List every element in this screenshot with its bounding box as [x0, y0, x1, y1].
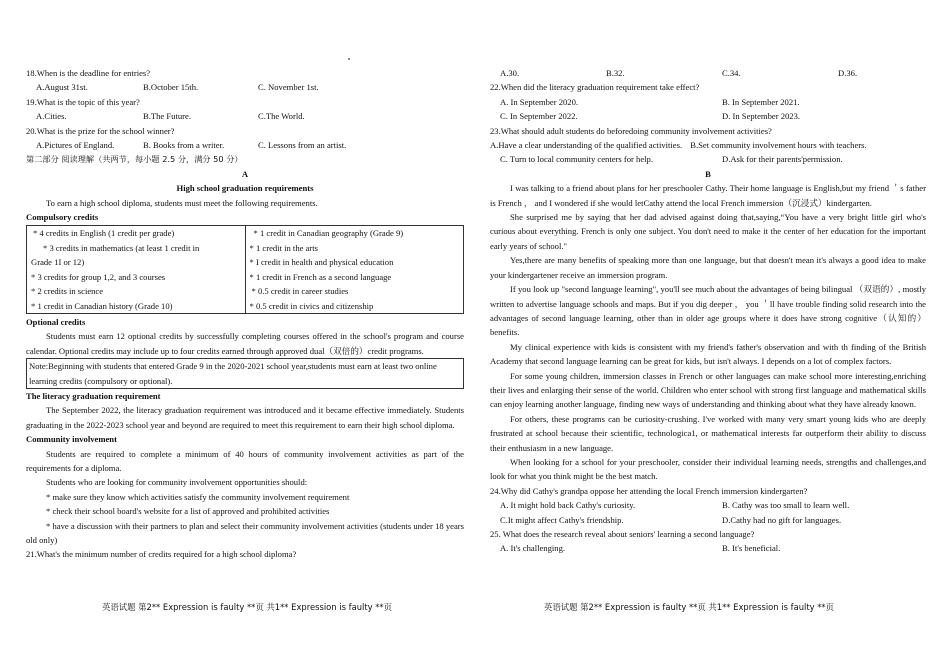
passage-letter-b: B: [705, 168, 711, 179]
option-a: A. In September 2020.: [500, 96, 579, 107]
credit-item: * 0.5 credit in civics and citizenship: [249, 300, 374, 311]
left-column: [26, 66, 464, 562]
question-20: 20.What is the prize for the school winner?: [26, 125, 175, 136]
question-20-options: [26, 138, 464, 152]
option-b: B. Books from a writer.: [143, 140, 225, 151]
community-heading: Community involvement: [26, 434, 117, 445]
option-c: C.The World.: [258, 111, 305, 122]
question-22-options-2: [490, 109, 926, 123]
option-d: D. In September 2023.: [722, 111, 801, 122]
paragraph: I was talking to a friend about plans for her preschooler Cathy. Their home language is English,but my friend ＇s father is French ， and I wondered if she would letCathy attend the local French immersion（沉浸式）kindergarten.: [490, 183, 926, 208]
literacy-heading: The literacy graduation requirement: [26, 390, 161, 401]
option-d: D.36.: [838, 68, 858, 78]
option-a: A. It's challenging.: [500, 543, 566, 554]
passage-letter-a: A: [241, 168, 249, 179]
question-19: 19.What is the topic of this year?: [26, 96, 140, 107]
community-should: Students who are looking for community involvement opportunities should:: [46, 477, 308, 488]
paragraph: For others, these programs can be curiosity-crushing. I've worked with many very smart young kids who are deeply frustrated at school because their scientific, technologica1, or mathematical interests far outperform their ability to discuss their enthusiasm in a new language.: [490, 413, 926, 453]
option-c: C. Turn to local community centers for help.: [500, 154, 653, 165]
literacy-text: The September 2022, the literacy graduation requirement was introduced and it became effective immediately. Students graduating in the 2022-2023 school year and beyond are required to meet this requirement to earn their high school diploma.: [26, 405, 464, 430]
question-23-options-2: [490, 152, 926, 166]
option-c: C.It might affect Cathy's friendship.: [500, 514, 624, 525]
question-23-options: [490, 138, 926, 152]
bullet-item: * have a discussion with their partners to plan and select their community involvement activities (students under 18 years old only): [26, 520, 464, 545]
question-24-options: [490, 498, 926, 512]
optional-text: Students must earn 12 optional credits by successfully completing courses offered in the school's program and course calendar. Optional credits may include up to four credits earned through approved dual（双倍的）credit programs.: [26, 331, 464, 356]
question-21-options: [490, 66, 926, 80]
credits-table: [26, 225, 464, 313]
option-b: B. It's beneficial.: [722, 543, 781, 554]
paragraph: She surprised me by saying that her dad advised against doing that,saying,“You have a very bright little girl who's curious about everything. French is only one subject. You don't need to make it the center of her education for the important early years of school.": [490, 212, 926, 251]
optional-heading: Optional credits: [26, 316, 86, 327]
option-b: B. Cathy was too small to learn well.: [722, 500, 850, 511]
credits-right-cell: [245, 226, 464, 313]
passage-title: High school graduation requirements: [176, 183, 314, 194]
intro-text: To earn a high school diploma, students must meet the following requirements.: [46, 197, 318, 208]
page-footer-right: 英语试题 第2** Expression is faulty **页 共1** Expression is faulty **页: [544, 602, 834, 612]
option-a: A.30.: [500, 68, 520, 78]
question-24-options-2: [490, 513, 926, 527]
right-column: [490, 66, 926, 556]
note-box: Note:Beginning with students that entered Grade 9 in the 2020-2021 school year,students must earn at least two online learning credits (compulsory or optional).: [26, 358, 464, 389]
option-a: A.Cities.: [36, 111, 67, 122]
question-22: 22.When did the literacy graduation requirement take effect?: [490, 82, 700, 93]
paragraph: When looking for a school for your preschooler, consider their individual learning needs, strengths and challenges,and look for what you think might be the best match.: [490, 456, 926, 482]
compulsory-heading: Compulsory credits: [26, 212, 99, 223]
credit-item: Grade 1I or 12): [31, 257, 85, 268]
credit-item: * 3 credits in mathematics (at least 1 credit in: [43, 242, 200, 253]
question-21: 21.What's the minimum number of credits required for a high school diploma?: [26, 549, 297, 560]
credit-item: * I credit in health and physical education: [249, 257, 394, 268]
option-a: A. It might hold back Cathy's curiosity.: [500, 500, 636, 511]
option-a: A.Have a clear understanding of the qualified activities.: [490, 140, 683, 151]
question-23: 23.What should adult students do beforedoing community involvement activities?: [490, 125, 772, 136]
credit-item: * 3 credits for group 1,2, and 3 courses: [31, 271, 166, 282]
question-24: 24.Why did Cathy's grandpa oppose her attending the local French immersion kindergarten?: [490, 485, 808, 496]
paragraph: For some young children, immersion classes in French or other languages can make school more interesting,enriching their lives and enlarging their sense of the world. Children who enter school with strong first language and mathematical skills can enjoy learning another language, finding new ways of understanding and thinking about what they have already known.: [490, 370, 926, 410]
option-c: C.34.: [722, 68, 741, 78]
bullet-item: * check their school board's website for a list of approved and prohibited activities: [46, 506, 330, 517]
option-d: D.Ask for their parents'permission.: [722, 154, 843, 165]
bullet-item: * make sure they know which activities satisfy the community involvement requirement: [46, 491, 350, 502]
community-text: Students are required to complete a minimum of 40 hours of community involvement activities as part of the requirements for a diploma.: [26, 448, 464, 473]
credit-item: * 1 credit in French as a second language: [249, 271, 392, 282]
credit-item: * 1 credit in Canadian geography (Grade 9): [253, 228, 404, 239]
option-b: B.Set community involvement hours with teachers.: [690, 140, 867, 151]
credits-left-cell: [27, 226, 246, 313]
paragraph: My clinical experience with kids is consistent with my friend's father's observation and with th finding of the British Academy that second language learning can be great for kids, but isn't always. I depends on a lot of complex factors.: [490, 341, 926, 367]
question-19-options: [26, 109, 464, 123]
question-25-options: [490, 541, 926, 555]
option-b: B.32.: [606, 68, 625, 78]
option-b: B.The Future.: [143, 111, 191, 122]
credit-item: * 0.5 credit in career studies: [251, 286, 349, 297]
question-25: 25. What does the research reveal about seniors' learning a second language?: [490, 529, 755, 539]
paragraph: Yes,there are many benefits of speaking more than one language, but that doesn't mean it's always a good idea to make your kindergartener receive an immersion program.: [490, 255, 926, 280]
option-c: C. In September 2022.: [500, 111, 578, 122]
credit-item: * 1 credit in the arts: [249, 242, 318, 253]
question-18-options: [26, 80, 464, 94]
section-heading: 第二部分 阅读理解（共两节，每小题 2.5 分，满分 50 分）: [26, 154, 243, 165]
option-a: A.August 31st.: [36, 82, 88, 93]
scan-dot: [348, 58, 350, 60]
option-a: A.Pictures of England.: [36, 140, 115, 151]
question-22-options: [490, 95, 926, 109]
paragraph: If you look up "second language learning", you'll see much about the advantages of being bilingual （双语的）, mostly written to advertise language schools and maps. But if you dig deeper ， you ＇ll have trouble finding solid research into the advantages of second language learning, other than in older age groups where it does have strong cognitive（认知的）benefits.: [490, 284, 926, 338]
option-d: D.Cathy had no gift for languages.: [722, 514, 842, 525]
option-c: C. Lessons from an artist.: [258, 140, 347, 151]
credit-item: * 1 credit in Canadian history (Grade 10): [31, 300, 173, 311]
page-footer-left: 英语试题 第2** Expression is faulty **页 共1** Expression is faulty **页: [102, 602, 392, 612]
option-b: B.October 15th.: [143, 82, 199, 93]
question-18: 18.When is the deadline for entries?: [26, 68, 151, 78]
credit-item: * 4 credits in English (1 credit per grade): [33, 228, 175, 239]
option-b: B. In September 2021.: [722, 96, 800, 107]
credit-item: * 2 credits in science: [31, 286, 104, 297]
option-c: C. November 1st.: [258, 82, 319, 93]
